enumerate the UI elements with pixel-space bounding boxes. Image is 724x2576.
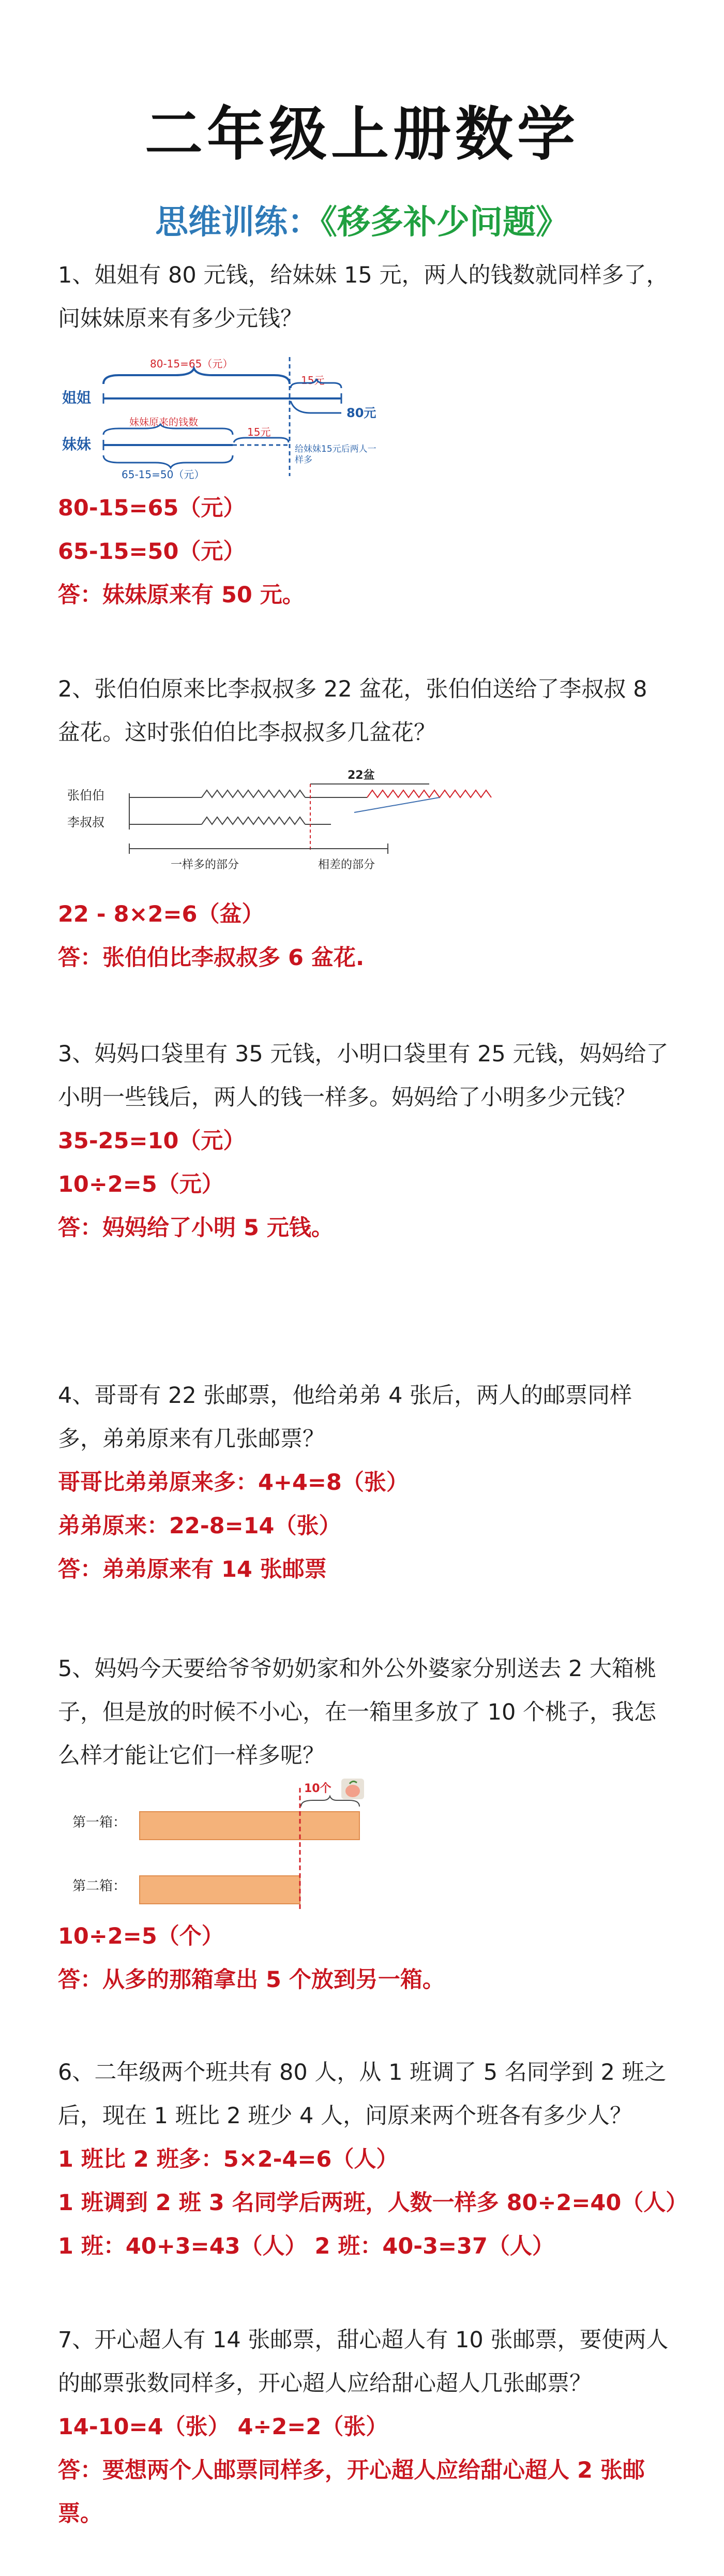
fig5-box1-bar	[140, 1812, 359, 1840]
problem-3-question: 3、妈妈口袋里有 35 元钱，小明口袋里有 25 元钱，妈妈给了小明一些钱后，两人的钱一样多。妈妈给了小明多少元钱？	[58, 1041, 669, 1111]
problem-1-answer-2: 65-15=50（元）	[58, 539, 246, 565]
fig2-diff-label: 22盆	[348, 769, 375, 782]
problem-1-question: 1、姐姐有 80 元钱，给妹妹 15 元，两人的钱数就同样多了，问妹妹原来有多少元钱？	[58, 262, 669, 332]
fig1-row1-label: 姐姐	[62, 389, 92, 406]
problem-5-answer-1: 10÷2=5（个）	[58, 1923, 224, 1949]
problem-5-question: 5、妈妈今天要给爷爷奶奶家和外公外婆家分别送去 2 大箱桃子，但是放的时候不小心，在一箱里多放了 10 个桃子，我怎么样才能让它们一样多呢？	[58, 1656, 657, 1769]
problem-6-answer-3: 1 班：40+3=43（人） 2 班：40-3=37（人）	[58, 2233, 554, 2259]
problem-3-answer-1: 35-25=10（元）	[58, 1128, 246, 1154]
peach-icon	[341, 1779, 364, 1799]
fig2-arrow-line	[354, 797, 440, 812]
fig1-row2-label: 妹妹	[62, 436, 92, 453]
fig2-bar1-red-zigzag	[367, 790, 491, 797]
problem-4-answer-1: 哥哥比弟弟原来多：4+4=8（张）	[58, 1470, 409, 1496]
fig1-total-80: 80元	[346, 406, 376, 420]
fig2-same-part: 一样多的部分	[171, 858, 239, 871]
fig1-brace-80	[291, 401, 341, 413]
fig1-brace-bottom	[103, 455, 233, 468]
fig1-brace-mid-text: 妹妹原来的钱数	[129, 417, 199, 428]
fig1-brace-top	[103, 368, 290, 384]
problem-2-answer-2: 答：张伯伯比李叔叔多 6 盆花.	[58, 945, 365, 971]
page-title: 二年级上册数学	[145, 101, 579, 168]
problem-1-figure	[52, 352, 403, 481]
problem-5-answer-2: 答：从多的那箱拿出 5 个放到另一箱。	[58, 1967, 445, 1993]
fig1-seg15-mid: 15元	[247, 426, 271, 438]
problem-1-answer-1: 80-15=65（元）	[58, 495, 246, 521]
subtitle-label: 思维训练：	[155, 203, 321, 242]
subtitle-topic: 《移多补少问题》	[321, 203, 569, 242]
problem-3-answer-3: 答：妈妈给了小明 5 元钱。	[58, 1215, 334, 1241]
fig5-box2-label: 第二箱：	[72, 1878, 127, 1894]
fig2-bar1-zigzag	[202, 790, 305, 797]
problem-7-question: 7、开心超人有 14 张邮票，甜心超人有 10 张邮票，要使两人的邮票张数同样多，开心超人应给甜心超人几张邮票？	[58, 2327, 669, 2396]
problem-3-answer-2: 10÷2=5（元）	[58, 1172, 224, 1197]
problem-6-answer-1: 1 班比 2 班多：5×2-4=6（人）	[58, 2146, 399, 2172]
fig2-bar2-zigzag	[202, 817, 305, 824]
fig1-seg15-top: 15元	[301, 374, 325, 387]
problem-4-answer-2: 弟弟原来：22-8=14（张）	[58, 1513, 341, 1539]
fig2-row1-label: 张伯伯	[67, 788, 104, 803]
fig5-extra-label: 10个	[304, 1782, 331, 1795]
fig1-note: 给妹妹15元后两人一样多	[295, 444, 376, 465]
problem-1-answer-3: 答：妹妹原来有 50 元。	[58, 582, 305, 608]
fig1-note-wrap	[295, 444, 383, 475]
fig1-brace-15b	[234, 438, 289, 442]
problem-7-answer-2: 答：要想两个人邮票同样多，开心超人应给甜心超人 2 张邮票。	[58, 2457, 645, 2527]
fig2-row2-label: 李叔叔	[67, 815, 104, 830]
problem-5-figure	[62, 1778, 424, 1917]
fig1-brace-bottom-text: 65-15=50（元）	[122, 468, 205, 481]
problem-4-answer-3: 答：弟弟原来有 14 张邮票	[58, 1557, 327, 1582]
problem-2-answer-1: 22 - 8×2=6（盆）	[58, 901, 264, 927]
problem-4-question: 4、哥哥有 22 张邮票，他给弟弟 4 张后，两人的邮票同样多，弟弟原来有几张邮票？	[58, 1383, 632, 1452]
fig2-diff-part: 相差的部分	[318, 858, 375, 871]
problem-2-question: 2、张伯伯原来比李叔叔多 22 盆花，张伯伯送给了李叔叔 8 盆花。这时张伯伯比李叔叔多几盆花？	[58, 676, 647, 746]
page-subtitle	[0, 196, 724, 243]
problem-2-figure	[57, 763, 522, 893]
problem-6-question: 6、二年级两个班共有 80 人，从 1 班调了 5 名同学到 2 班之后，现在 1 班比 2 班少 4 人，问原来两个班各有多少人？	[58, 2060, 667, 2129]
problem-6-answer-2: 1 班调到 2 班 3 名同学后两班，人数一样多 80÷2=40（人）	[58, 2190, 688, 2216]
problem-7-answer-1: 14-10=4（张） 4÷2=2（张）	[58, 2414, 388, 2440]
fig1-brace-top-text: 80-15=65（元）	[150, 358, 233, 370]
fig5-box2-bar	[140, 1876, 300, 1904]
fig5-box1-label: 第一箱：	[72, 1815, 127, 1830]
